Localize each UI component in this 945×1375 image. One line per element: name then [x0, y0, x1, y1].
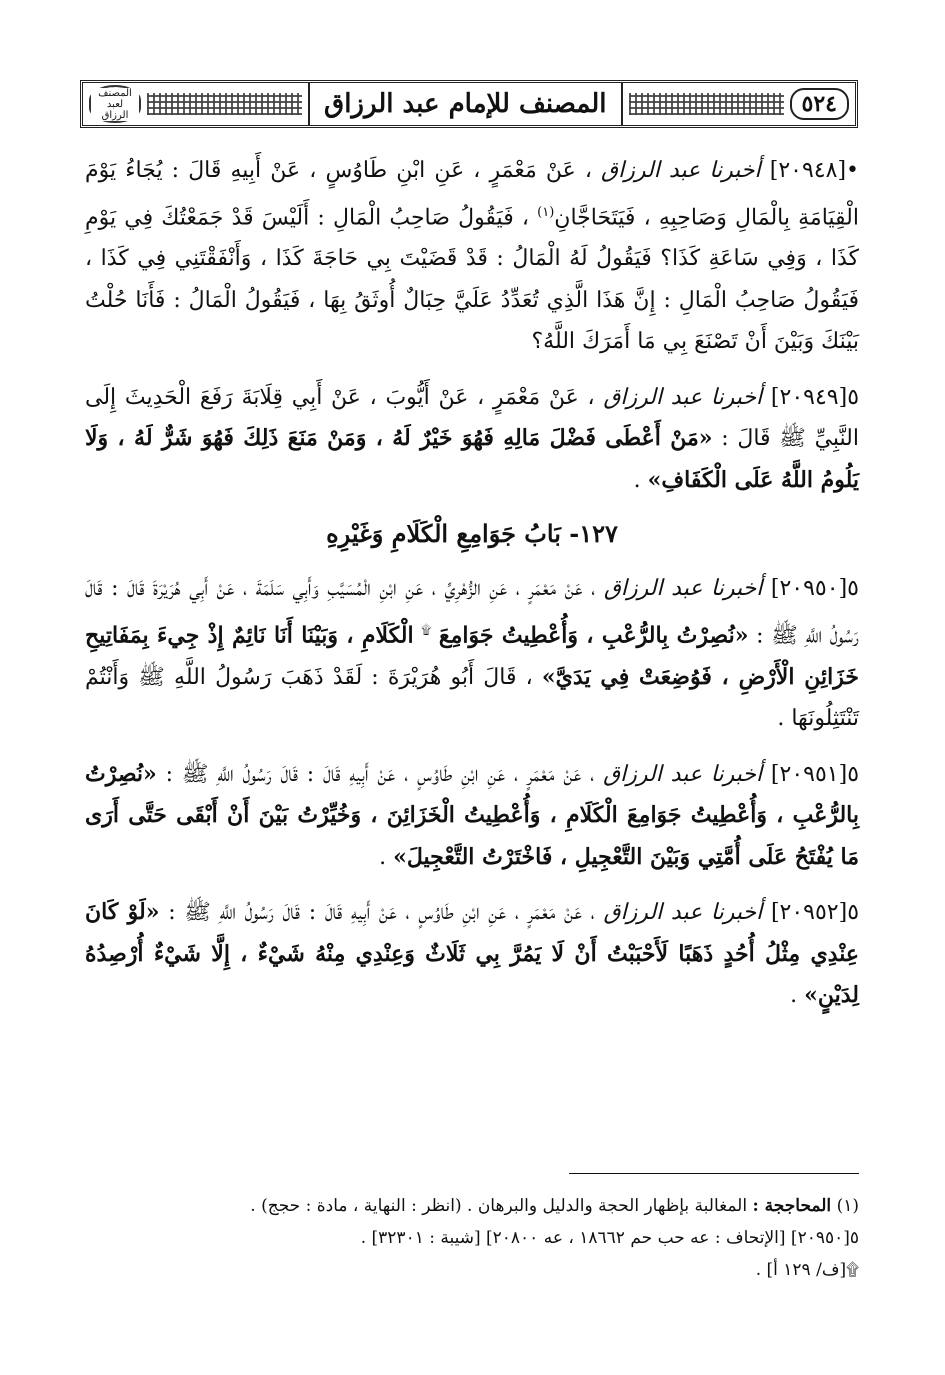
- hadith-number: [٢٠٩٥٠]: [770, 576, 848, 602]
- hadith-20950: [85, 568, 859, 739]
- isnad-label: أخبرنا عبد الرزاق: [601, 158, 761, 183]
- hadith-number: [٢٠٩٤٩]: [770, 384, 848, 410]
- hadith-text: ، عَنْ مَعْمَرٍ ، عَنْ أَيُّوبَ ، عَنْ أَبِي قِلَابَةَ رَفَعَ الْحَدِيثَ إِلَى النَّبِيِّ ﷺ قَالَ :: [85, 384, 859, 452]
- hadith-end: .: [790, 983, 798, 1009]
- running-title: المصنف للإمام عبد الرزاق: [308, 83, 622, 125]
- hadith-20952: [85, 892, 859, 1017]
- footnote-text: المغالبة بإظهار الحجة والدليل والبرهان . (انظر : النهاية ، مادة : حجج) .: [250, 1196, 748, 1216]
- hadith-matn: «مَنْ أَعْطَى فَضْلَ مَالِهِ فَهُوَ خَيْرٌ لَهُ ، وَمَنْ مَنَعَ ذَلِكَ فَهُوَ شَرٌّ لَهُ ، وَلَا يَلُومُ اللَّهُ عَلَى الْكَفَافِ»: [85, 425, 859, 493]
- hadith-number: [٢٠٩٥٢]: [770, 900, 848, 926]
- footnote-divider: [569, 1173, 859, 1174]
- book-emblem-icon: المصنف لعبد الرزاق: [89, 85, 141, 123]
- page-number: ٥٢٤: [790, 88, 849, 120]
- hadith-marker: ٥: [847, 384, 860, 410]
- page-header: [80, 80, 858, 128]
- footnote-folio: ۩[ف/ ١٢٩ أ] .: [755, 1260, 859, 1280]
- footnote-number: (١): [836, 1196, 859, 1216]
- hadith-20949: [85, 377, 859, 502]
- footnote-ref[interactable]: (١): [537, 204, 555, 220]
- hadith-text: ، قَالَ أَبُو هُرَيْرَةَ : لَقَدْ ذَهَبَ رَسُولُ اللَّهِ ﷺ وَأَنْتُمْ تَنْتَثِلُونَهَا .: [85, 664, 859, 732]
- hadith-matn: «نُصِرْتُ بِالرُّعْبِ ، وَأُعْطِيتُ جَوَامِعَ: [438, 622, 749, 649]
- chapter-heading: ١٢٧- بَابُ جَوَامِعِ الْكَلَامِ وَغَيْرِهِ: [326, 519, 618, 549]
- hadith-marker: ٥: [847, 761, 860, 787]
- hadith-matn: «لَوْ كَانَ عِنْدِي مِثْلُ أُحُدٍ ذَهَبًا لَأَحْبَبْتُ أَنْ لَا يَمُرَّ بِي ثَلَاثٌ وَعِنْدِي مِنْهُ شَيْءٌ ، إِلَّا شَيْءٌ أُرْصِدُهُ لِدَيْنٍ»: [85, 899, 859, 1009]
- footnote-term: المحاججة :: [752, 1196, 832, 1216]
- hadith-marker: ٥: [847, 576, 859, 602]
- decorative-border: [629, 93, 784, 115]
- hadith-end: .: [379, 844, 387, 870]
- hadith-text: ، عَنْ مَعْمَرٍ ، عَنِ ابْنِ طَاوُسٍ ، عَنْ أَبِيهِ قَالَ : يُجَاءُ يَوْمَ الْقِيَامَةِ بِالْمَالِ وَصَاحِبِهِ ، فَيَتَحَاجَّانِ: [85, 158, 859, 230]
- hadith-marker: ٥: [847, 900, 860, 926]
- hadith-20948: [85, 150, 859, 363]
- hadith-text: ، فَيَقُولُ صَاحِبُ الْمَالِ : أَلَيْسَ قَدْ جَمَعْتُكَ فِي يَوْمِ كَذَا ، وَفِي سَاعَةِ كَذَا؟ فَيَقُولُ لَهُ الْمَالُ : قَدْ قَضَيْتَ بِي حَاجَةَ كَذَا ، وَأَنْفَقْتَنِي فِي كَذَا ، فَيَقُولُ صَاحِبُ الْمَالِ : إِنَّ هَذَا الَّذِي تُعَدِّدُ عَلَيَّ حِبَالٌ أُوثَقُ بِهَا ، فَيَقُولُ الْمَالُ : فَأَنَا حُلْتُ بَيْنَكَ وَبَيْنَ أَنْ تَصْنَعَ بِي مَا أَمَرَكَ اللَّهُ؟: [85, 204, 859, 355]
- hadith-matn: «نُصِرْتُ بِالرُّعْبِ ، وَأُعْطِيتُ جَوَامِعَ الْكَلَامِ ، وَأُعْطِيتُ الْخَزَائِنَ ، وَخُيِّرْتُ بَيْنَ أَنْ أَبْقَى حَتَّى أَرَى مَا يُفْتَحُ عَلَى أُمَّتِي وَبَيْنَ التَّعْجِيلِ ، فَاخْتَرْتُ التَّعْجِيلَ»: [85, 760, 859, 870]
- hadith-text: ، عَنْ مَعْمَرٍ ، عَنِ ابْنِ طَاوُسٍ ، عَنْ أَبِيهِ قَالَ : قَالَ رَسُولُ اللَّهِ ﷺ :: [165, 761, 595, 787]
- main-text: [85, 150, 859, 1031]
- isnad-label: أخبرنا عبد الرزاق: [603, 761, 763, 787]
- hadith-text: ، عَنْ مَعْمَرٍ ، عَنِ ابْنِ طَاوُسٍ ، عَنْ أَبِيهِ قَالَ : قَالَ رَسُولُ اللَّهِ ﷺ :: [168, 900, 595, 926]
- footnote-1: [85, 1190, 859, 1222]
- decorative-border: [147, 93, 302, 115]
- hadith-marker: •: [846, 158, 860, 183]
- hadith-matn: الْكَلَامِ ، وَبَيْنَا أَنَا نَائِمٌ إِذْ جِيءَ بِمَفَاتِيحِ خَزَائِنِ الْأَرْضِ ، فَوُضِعَتْ فِي يَدَيَّ»: [85, 622, 859, 690]
- isnad-label: أخبرنا عبد الرزاق: [603, 384, 763, 410]
- isnad-label: أخبرنا عبد الرزاق: [603, 576, 763, 602]
- hadith-end: .: [633, 467, 641, 493]
- hadith-number: [٢٠٩٥١]: [770, 761, 848, 787]
- hadith-text: ، عَنْ مَعْمَرٍ ، عَنِ الزُّهْرِيِّ ، عَنِ ابْنِ الْمُسَيَّبِ وَأَبِي سَلَمَةَ ، عَنْ أَبِي هُرَيْرَةَ قَالَ : قَالَ رَسُولُ اللَّهِ ﷺ :: [85, 576, 859, 649]
- hadith-20951: [85, 754, 859, 879]
- isnad-label: أخبرنا عبد الرزاق: [603, 900, 763, 926]
- footnotes: [85, 1190, 859, 1286]
- hadith-number: [٢٠٩٤٨]: [769, 158, 847, 183]
- footnote-takhrij: ٥[٢٠٩٥٠] [الإتحاف : عه حب حم ١٨٦٦٢ ، عه ٢٠٨٠٠] [شيبة : ٣٢٣٠١] .: [360, 1228, 859, 1248]
- folio-mark-icon: ۩: [421, 622, 432, 638]
